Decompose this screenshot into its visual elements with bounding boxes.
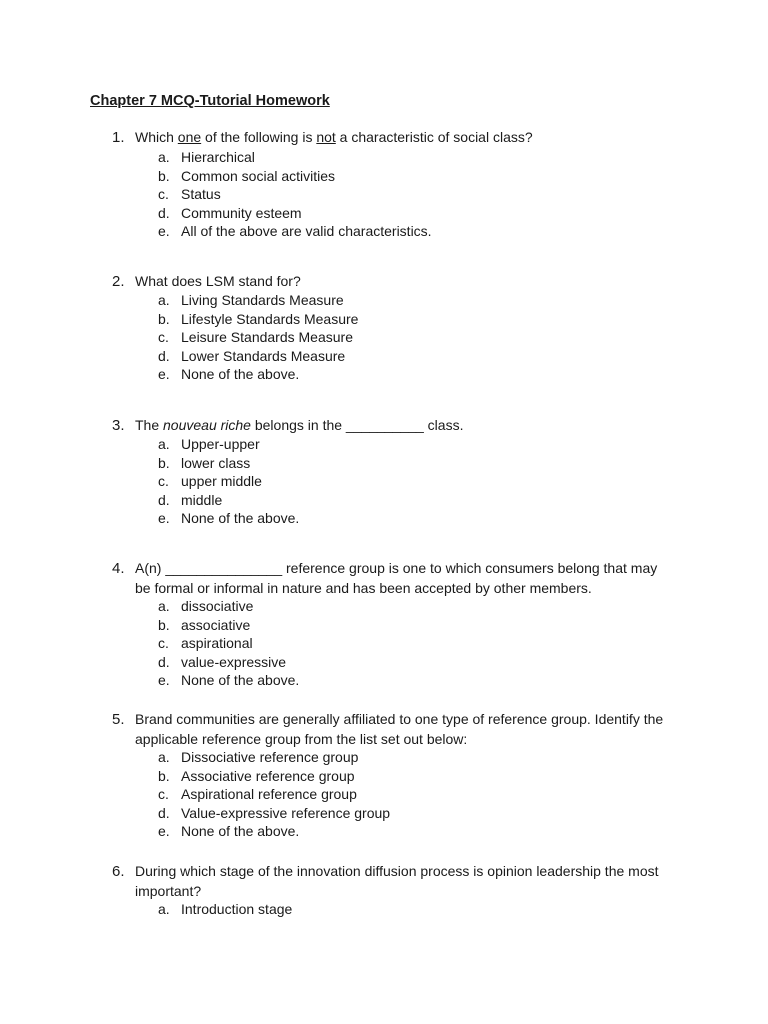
- option-letter: e.: [158, 223, 170, 240]
- question-number: 1.: [112, 129, 125, 146]
- question-text: Brand communities are generally affiliated to one type of reference group. Identify the applicable reference group from the list set out below:: [135, 711, 664, 747]
- option-text: aspirational: [181, 635, 253, 652]
- option-text: value-expressive: [181, 653, 287, 670]
- option-letter: b.: [158, 167, 170, 184]
- option-letter: e.: [158, 823, 170, 840]
- option-letter: b.: [158, 454, 170, 471]
- option-letter: c.: [158, 473, 169, 490]
- question-text: [135, 416, 675, 436]
- option-text: Lifestyle Standards Measure: [181, 310, 359, 327]
- question-number: 4.: [112, 560, 125, 577]
- italic-term: nouveau riche: [163, 417, 251, 433]
- option-letter: a.: [158, 292, 170, 308]
- option-text: middle: [181, 491, 223, 508]
- option-letter: e.: [158, 672, 170, 689]
- underlined-word-not: not: [316, 129, 336, 145]
- option-letter: c.: [158, 635, 169, 652]
- option-letter: d.: [158, 491, 170, 508]
- option-text: All of the above are valid characteristics.: [181, 223, 432, 240]
- option-text: Common social activities: [181, 167, 336, 184]
- option-letter: b.: [158, 616, 170, 633]
- option-letter: c.: [158, 186, 169, 203]
- option-letter: d.: [158, 347, 170, 364]
- option-text: Aspirational reference group: [181, 786, 357, 803]
- option-text: associative: [181, 616, 251, 633]
- option-text: Introduction stage: [181, 901, 293, 917]
- option-letter: a.: [158, 436, 170, 452]
- option-text: Value-expressive reference group: [181, 804, 391, 821]
- option-text: None of the above.: [181, 823, 300, 840]
- option-text: Status: [181, 186, 221, 203]
- option-letter: b.: [158, 767, 170, 784]
- question-text-part: a characteristic of social class?: [335, 129, 533, 145]
- option-letter: e.: [158, 510, 170, 527]
- option-text: Leisure Standards Measure: [181, 329, 353, 346]
- option-letter: e.: [158, 366, 170, 383]
- option-text: Associative reference group: [181, 767, 355, 784]
- option-letter: d.: [158, 804, 170, 821]
- option-letter: c.: [158, 786, 169, 803]
- option-letter: a.: [158, 149, 170, 165]
- question-number: 2.: [112, 273, 125, 290]
- option-text: lower class: [181, 454, 251, 471]
- question-text-part: The: [135, 417, 164, 433]
- option-letter: d.: [158, 653, 170, 670]
- option-letter: d.: [158, 204, 170, 221]
- option-text: Upper-upper: [181, 436, 260, 452]
- option-text: dissociative: [181, 598, 254, 614]
- option-text: Hierarchical: [181, 149, 255, 165]
- option-text: None of the above.: [181, 366, 300, 383]
- option-letter: a.: [158, 901, 170, 917]
- question-text: A(n) _______________ reference group is one to which consumers belong that may be formal or informal in nature and has been accepted by other members.: [135, 560, 658, 596]
- option-text: upper middle: [181, 473, 262, 490]
- question-number: 5.: [112, 711, 125, 728]
- option-text: Community esteem: [181, 204, 302, 221]
- question-text-part: belongs in the __________ class.: [250, 417, 464, 433]
- underlined-word-one: one: [177, 129, 202, 145]
- option-text: None of the above.: [181, 672, 300, 689]
- question-number: 3.: [112, 417, 125, 434]
- option-letter: b.: [158, 310, 170, 327]
- question-text-part: of the following is: [201, 129, 317, 145]
- question-text: [135, 128, 675, 148]
- option-text: None of the above.: [181, 510, 300, 527]
- option-letter: a.: [158, 749, 170, 765]
- option-text: Lower Standards Measure: [181, 347, 346, 364]
- question-text: During which stage of the innovation diffusion process is opinion leadership the most important?: [135, 863, 659, 899]
- question-number: 6.: [112, 863, 125, 880]
- document-title: Chapter 7 MCQ-Tutorial Homework: [90, 93, 330, 109]
- question-text: What does LSM stand for?: [135, 273, 301, 289]
- option-text: Living Standards Measure: [181, 292, 344, 308]
- option-letter: c.: [158, 329, 169, 346]
- option-text: Dissociative reference group: [181, 749, 359, 765]
- option-letter: a.: [158, 598, 170, 614]
- question-text-part: Which: [135, 129, 178, 145]
